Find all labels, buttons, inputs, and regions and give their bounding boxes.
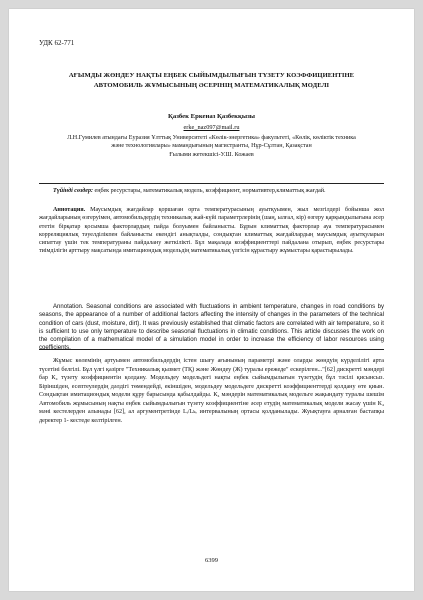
author-email[interactable]: erke_naz097@mail.ru <box>183 124 240 131</box>
abstract-english: Annotation. Seasonal conditions are associated with fluctuations in ambient temperature, changes in road conditions by seasons, the appearance of a number of additional factors affecting the intensity of changes in the parameters of the technical condition of cars (dust, moisture, dirt). It was previously established that climatic factors are correlated with air temperature, so it is sufficient to use only temperature to describe seasonal fluctuations in climatic conditions. This article discusses the work on the compilation of a mathematical model of a simulation model in order to increase the efficiency of labor resources using coefficients. <box>39 304 384 352</box>
affiliation-text: Л.Н.Гумилев атындағы Еуразия Ұлттық Университеті «Көлік-энергетика» факультеті, «Көлік, көліктік техника және технологиялары» мамандығының магистранты, Нұр-Сұлтан, Қазақстан <box>67 135 356 150</box>
keywords-text: еңбек ресурстары, математикалық модель, коэффициент, нормативтер,климаттық жағдай. <box>93 188 326 194</box>
paper-title: АҒЫМДЫ ЖӨНДЕУ НАҚТЫ ЕҢБЕК СЫЙЫМДЫЛЫҒЫН ТҮЗЕТУ КОЭФФИЦИЕНТІНЕ АВТОМОБИЛЬ ЖҰМЫСЫНЫҢ ӘСЕРІНІҢ МАТЕМАТИКАЛЫҚ МОДЕЛІ <box>68 72 355 89</box>
bottom-separator <box>39 349 384 350</box>
abstract-kazakh-label: Аннотация. <box>53 207 86 213</box>
supervisor-text: Ғылыми жетекшісі-У.Ш. Кожаев <box>169 151 254 158</box>
page-number: 6399 <box>205 557 218 564</box>
abstract-kazakh-text: Маусымдық жағдайлар қоршаған орта температурасының ауытқуымен, жыл мезгілдері бойынша жол жағдайларының өзгеруімен, автомобильдердің техникалық жай-күйі параметрлерінің (шаң, ылғал, кір) өзгеру қарқындылығына әсер ететін бірқатар қосымша факторлардың пайда болуымен байланысты. Бұрын климаттық факторлар ауа температурасымен корреляциялық тәуелділікпен байланысты екендігі анықталды, сондықтан климаттық жағдайлардың маусымдық ауытқуларын сипаттау үшін тек температураны пайдалану жеткілікті. Бұл мақалада коэффициенттері пайдалана отырып, еңбек ресурстары тиімділігін арттыру мақсатында имитациондық модельдің математикалық үлгісін құрастыру жұмыстары қарастырылады. <box>39 207 384 255</box>
keywords-paragraph <box>39 187 384 195</box>
keywords-label: Түйінді сөздер: <box>53 188 94 194</box>
body-paragraph: Жұмыс көлемінің артуымен автомобильдердің істен шығу ағынының параметрі және оларды жөндуің күрделілігі арта түсетіні белгілі. Бұл үлгі қазірге "Техникалық қызмет (ТҚ) және Жөндеу (Ж) туралы ережеде" ескерілген..."[62] дискретті мәндері бар К₄ түзету коэффициентін қолдану. Модельдеу модельдегі нақты еңбек сыйымдылығын түзетудің бұл тәсілі қисынсыз. Біріншіден, есептеулердің дәлдігі төмендейді, екіншіден, модельдеу модельдеге дискретті коэффициенттерді қолдану өте қиын. Сондықтан имитациондық модели құру барысында қабылдайды. К₄ мәндерін математикалық модельге жақындату туралы шешім Автомобиль жұмысының нақты еңбек сыйымдылығын түзету коэффициентіне әсер етудің математикалық модели жасау үшін К₄ мәні кестелерден алынады [62], ал аргументретінде Lᵢ/Lₖᵣ интервалының ортасы қолданылады. Жуықтауға арналған бастапқы деректер 1- кестеде келтірілген. <box>39 358 384 424</box>
abstract-kazakh <box>39 206 384 256</box>
document-page <box>9 9 414 591</box>
author-name: Қазбек Еркеназ Қазбекқызы <box>168 113 255 120</box>
udk-code: УДК 62-771 <box>39 39 75 47</box>
affiliation-block <box>64 134 359 159</box>
top-separator <box>39 183 384 184</box>
